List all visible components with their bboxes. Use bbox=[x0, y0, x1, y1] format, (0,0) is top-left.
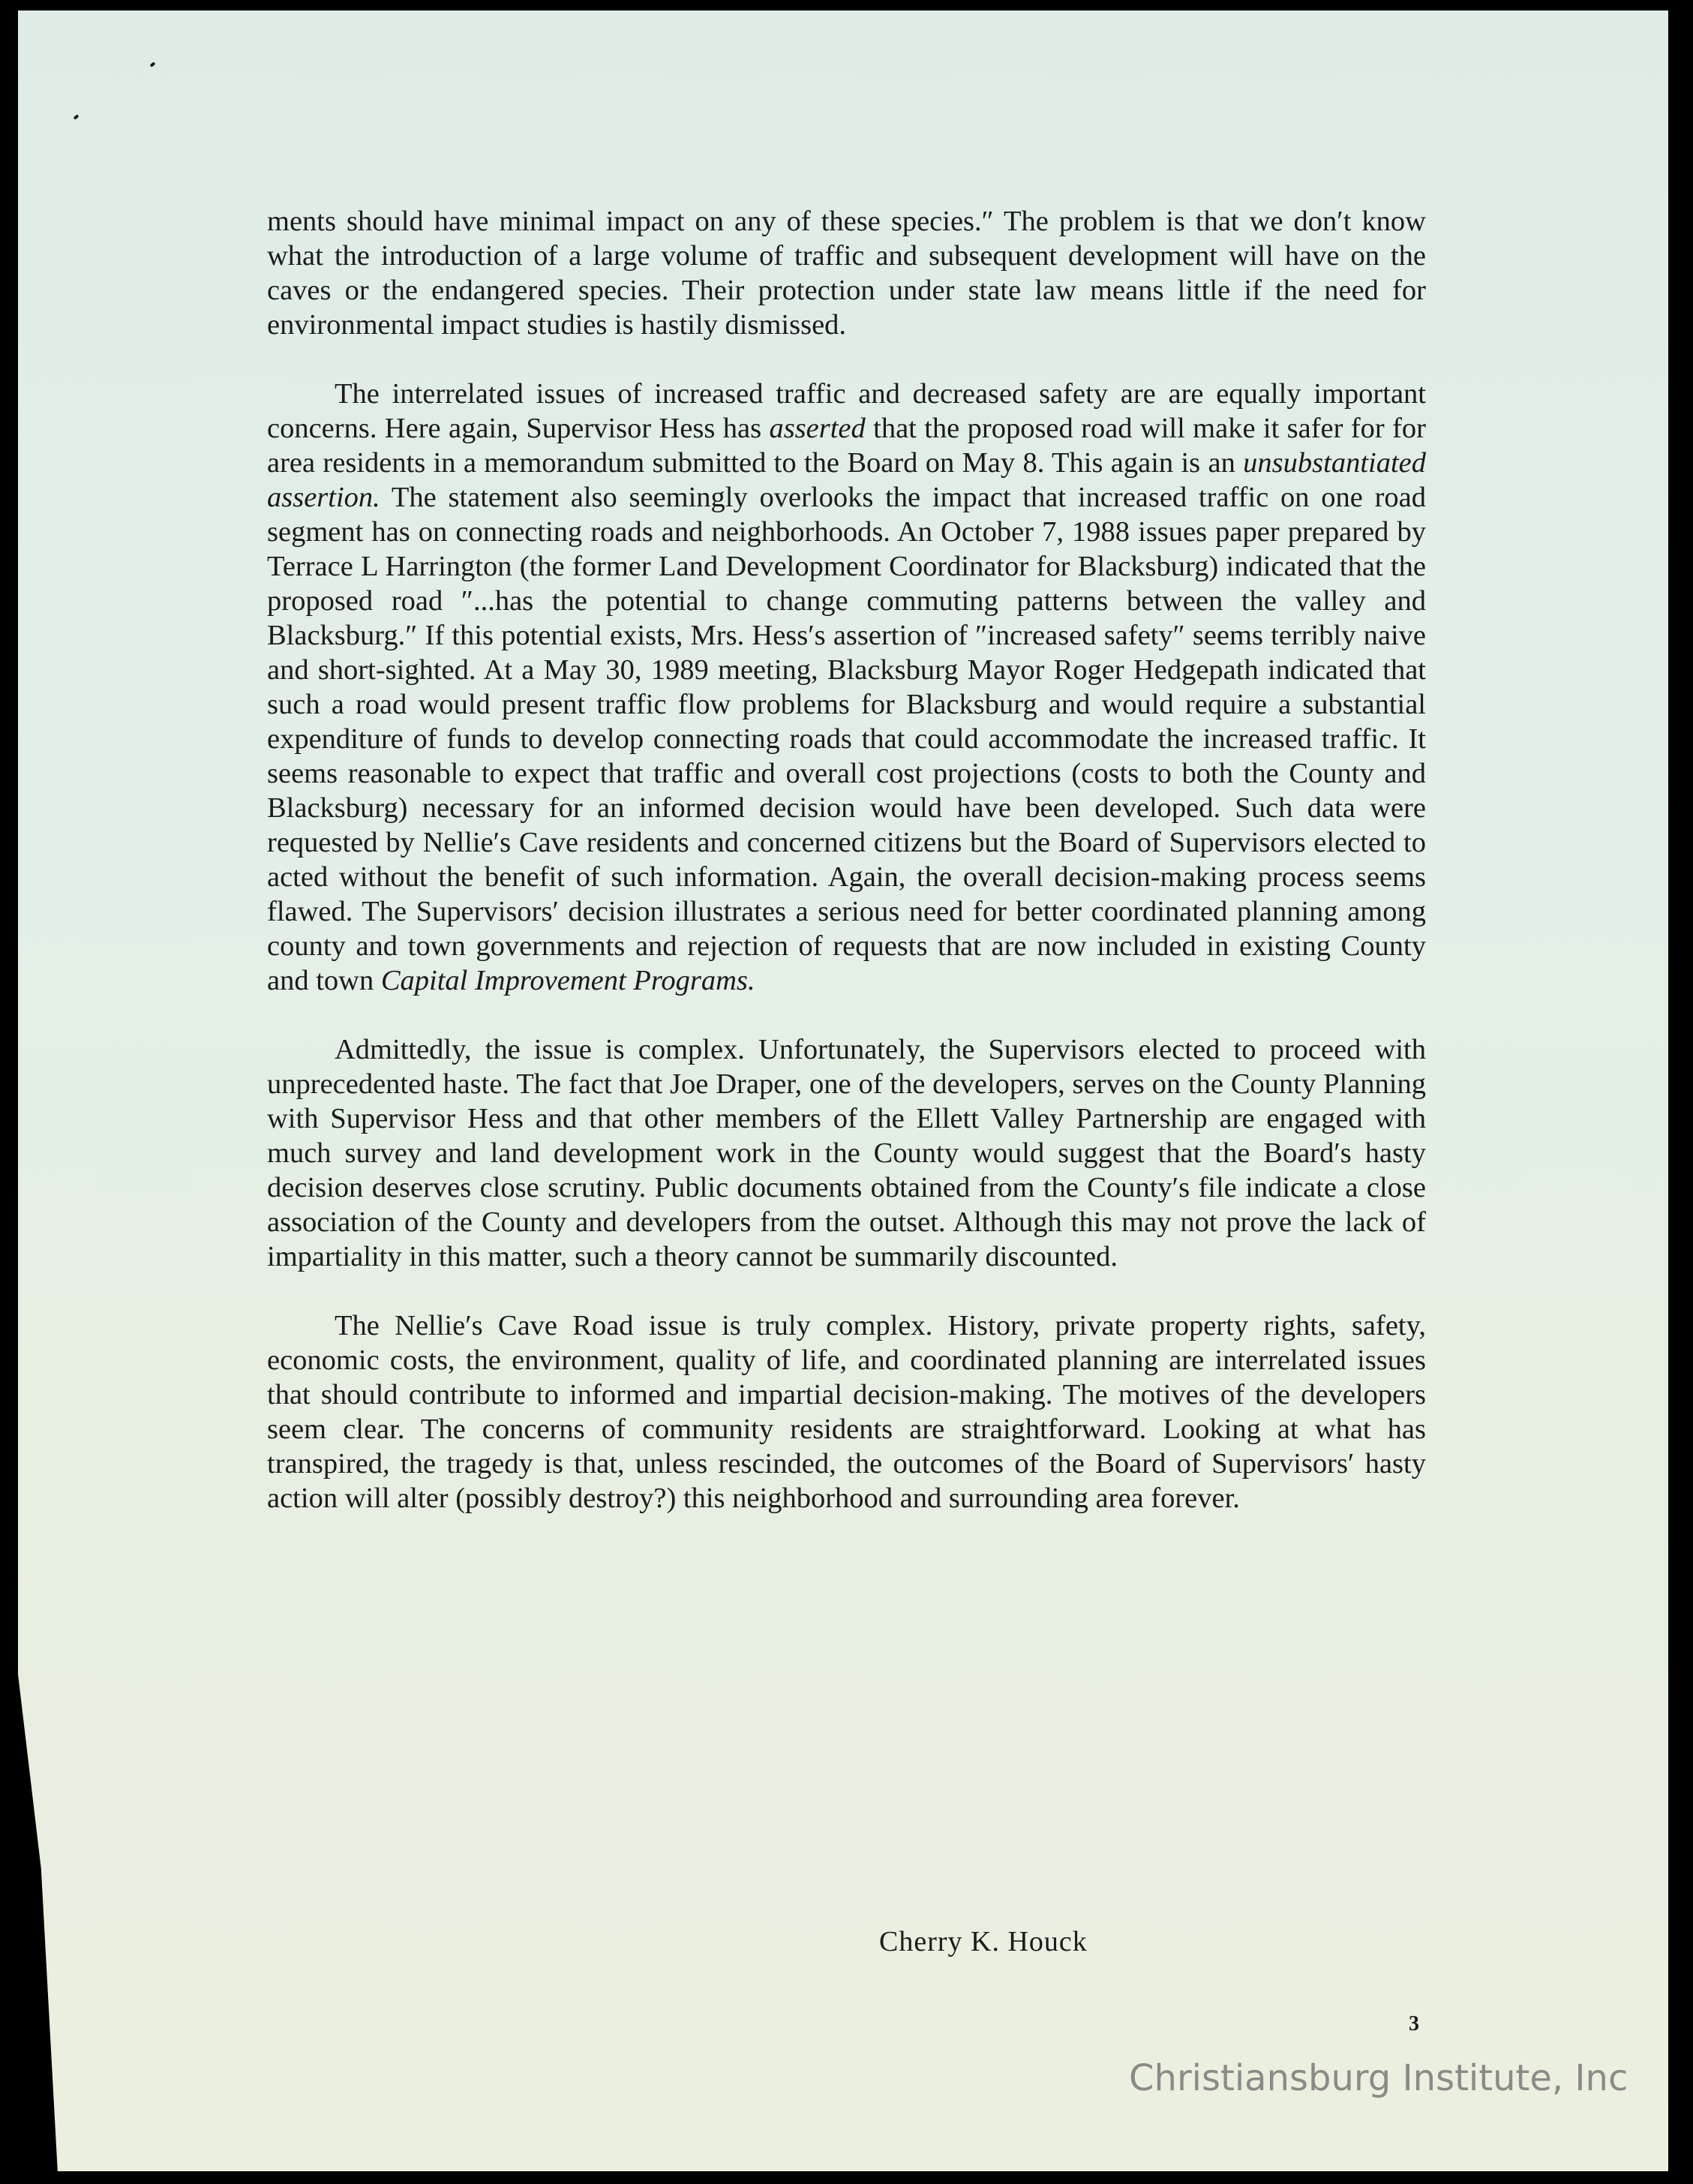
ink-speck bbox=[150, 62, 156, 68]
paragraph-text: Admittedly, the issue is complex. Unfortunately, the Supervisors elected to proceed with unprecedented haste. The fact that Joe Draper, one of the developers, serves on the County Planning with Supervisor Hess and that other members of the Ellett Valley Partnership are engaged with much survey and land development work in the County would suggest that the Board′s hasty decision deserves close scrutiny. Public documents obtained from the County′s file indicate a close association of the County and developers from the outset. Although this may not prove the lack of impartiality in this matter, such a theory cannot be summarily discounted. bbox=[267, 1034, 1426, 1272]
emphasis-text: Capital Improvement Programs. bbox=[380, 965, 755, 996]
paragraph bbox=[267, 1308, 1426, 1516]
paragraph-text: The interrelated issues of increased traffic and decreased safety are are equally important concerns. Here again, Supervisor Hess has bbox=[267, 378, 1426, 444]
ink-speck bbox=[74, 114, 80, 120]
paragraph-text: The statement also seemingly overlooks the impact that increased traffic on one road segment has on connecting roads and neighborhoods. An October 7, 1988 issues paper prepared by Terrace L Harrington (the former Land Development Coordinator for Blacksburg) indicated that the proposed road ″...has the potential to change commuting patterns between the valley and Blacksburg.″ If this potential exists, Mrs. Hess′s assertion of ″increased safety″ seems terribly naive and short-sighted. At a May 30, 1989 meeting, Blacksburg Mayor Roger Hedgepath indicated that such a road would present traffic flow problems for Blacksburg and would require a substantial expenditure of funds to develop connecting roads that could accommodate the increased traffic. It seems reasonable to expect that traffic and overall cost projections (costs to both the County and Blacksburg) necessary for an informed decision would have been developed. Such data were requested by Nellie′s Cave residents and concerned citizens but the Board of Supervisors elected to acted without the benefit of such information. Again, the overall decision-making process seems flawed. The Supervisors′ decision illustrates a serious need for better coordinated planning among county and town governments and rejection of requests that are now included in existing County and town bbox=[267, 482, 1426, 996]
archive-watermark: Christiansburg Institute, Inc bbox=[1129, 2057, 1628, 2099]
paragraph-text: The Nellie′s Cave Road issue is truly complex. History, private property rights, safety, economic costs, the environment, quality of life, and coordinated planning are interrelated issues that should contribute to informed and impartial decision-making. The motives of the developers seem clear. The concerns of community residents are straightforward. Looking at what has transpired, the tragedy is that, unless rescinded, the outcomes of the Board of Supervisors′ hasty action will alter (possibly destroy?) this neighborhood and surrounding area forever. bbox=[267, 1310, 1426, 1514]
paragraph bbox=[267, 1032, 1426, 1274]
paragraph bbox=[267, 204, 1426, 342]
emphasis-text: unsubstantiated assertion. bbox=[267, 447, 1426, 513]
page-number: 3 bbox=[1409, 2012, 1419, 2035]
paragraph-text: ments should have minimal impact on any of these species.″ The problem is that we don′t know what the introduction of a large volume of traffic and subsequent development will have on the caves or the endangered species. Their protection under state law means little if the need for environmental impact studies is hastily dismissed. bbox=[267, 206, 1426, 341]
paragraph bbox=[267, 377, 1426, 998]
paragraph-text: that the proposed road will make it safer for for area residents in a memorandum submitted to the Board on May 8. This again is an bbox=[267, 413, 1426, 479]
author-signature: Cherry K. Houck bbox=[879, 1926, 1088, 1957]
document-body bbox=[267, 204, 1426, 1516]
emphasis-text: asserted bbox=[769, 413, 866, 444]
